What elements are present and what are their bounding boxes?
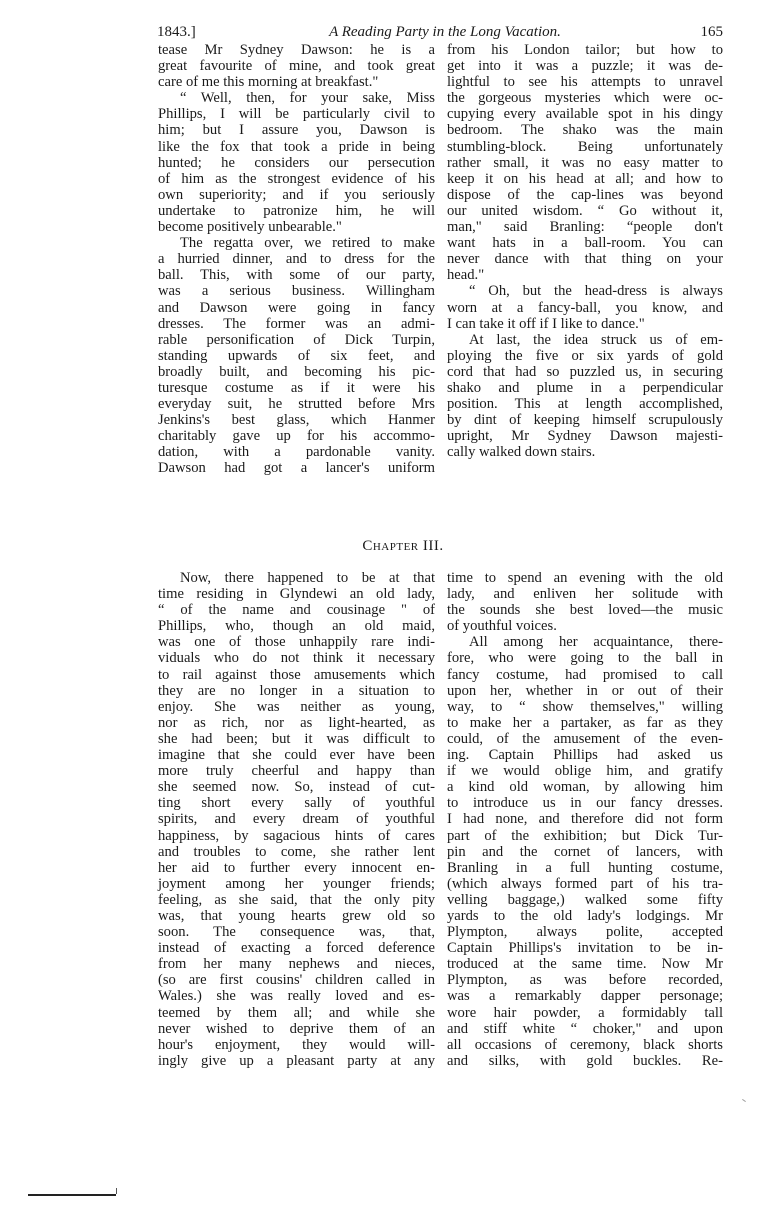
text-line: teemed by them all; and while she [158, 1004, 435, 1021]
text-line: keep it on his head at all; and how to [447, 170, 723, 187]
text-line: cally walked down stairs. [447, 444, 596, 461]
text-line: “ Well, then, for your sake, Miss [180, 90, 435, 107]
text-line: the gorgeous mysteries which were oc- [447, 90, 723, 107]
text-line: the sounds she best loved—the music [447, 602, 723, 619]
text-line: rather small, it was no easy matter to [447, 154, 723, 171]
text-line: to make her a partaker, as far as they [447, 714, 723, 731]
text-line: pin and the cornet of lancers, with [447, 843, 723, 860]
text-line: Jenkins's best glass, which Hanmer [158, 412, 435, 429]
text-line: everyday suit, he strutted before Mrs [158, 396, 435, 413]
text-line: Plympton, always polite, accepted [447, 924, 723, 941]
chapter-numeral: III. [418, 538, 444, 554]
text-line: soon. The consequence was, that, [158, 924, 435, 941]
text-line: Wales.) she was really loved and es- [158, 988, 435, 1005]
text-line: I had none, and therefore did not form [447, 811, 723, 828]
text-line: cord that had so puzzled us, in securing [447, 363, 723, 380]
text-line: was a remarkably dapper personage; [447, 988, 723, 1005]
text-line: more truly cheerful and happy than [158, 763, 435, 780]
text-line: ing. Captain Phillips had asked us [447, 747, 723, 764]
text-line: to introduce us in our fancy dresses. [447, 795, 723, 812]
text-line: upright, Mr Sydney Dawson majesti- [447, 428, 723, 445]
text-line: great favourite of mine, and took great [158, 58, 435, 75]
text-line: a kind old woman, by allowing him [447, 779, 723, 796]
text-line: undertake to patronize him, he will [158, 202, 435, 219]
text-line: from his London tailor; but how to [447, 42, 723, 58]
text-line: yards to the old lady's lodgings. Mr [447, 907, 723, 924]
text-line: and silks, with gold buckles. Re- [447, 1052, 723, 1069]
text-line: never wished to deprive them of an [158, 1020, 435, 1037]
text-line: of youthful voices. [447, 618, 557, 635]
text-line: viduals who do not think it necessary [158, 650, 435, 667]
text-line: hunted; he considers our persecution [158, 154, 435, 171]
text-line: enjoy. She was neither as young, [158, 698, 435, 715]
page-number: 165 [700, 24, 723, 40]
footer-rule-tick [116, 1188, 117, 1194]
text-line: Captain Phillips's invitation to be in- [447, 940, 723, 957]
text-line: position. This at length accomplished, [447, 396, 723, 413]
text-line: and troubles to come, she rather lent [158, 843, 435, 860]
text-line: Plympton, as was before recorded, [447, 972, 723, 989]
text-line: (so are first cousins' children called in [158, 972, 435, 989]
text-line: velling baggage,) walked some fifty [447, 891, 723, 908]
text-line: broadly built, and becoming his pic- [158, 363, 435, 380]
text-line: and Dawson were going in fancy [158, 299, 435, 316]
stray-scan-mark [742, 1099, 746, 1102]
text-line: Phillips, who, though an old maid, [158, 618, 435, 635]
text-line: turesque costume as if it were his [158, 379, 435, 396]
text-line: shako and plume in a perpendicular [447, 379, 723, 396]
text-line: Dawson had got a lancer's uniform [158, 460, 435, 477]
text-line: lady, and enliven her solitude with [447, 586, 723, 603]
text-line: her aid to further every innocent en- [158, 859, 435, 876]
text-line: I can take it off if I like to dance." [447, 315, 645, 332]
text-line: joyment among her younger friends; [158, 875, 435, 892]
upper-right-column [447, 42, 723, 460]
text-line: could, of the amusement of the even- [447, 730, 723, 747]
text-line: get into it was a puzzle; it was de- [447, 58, 723, 75]
text-line: Now, there happened to be at that [180, 570, 435, 586]
text-line: head." [447, 267, 485, 284]
chapter-heading [0, 538, 776, 555]
text-line: spirits, and every dream of youthful [158, 811, 435, 828]
text-line: dresses. The former was an admi- [158, 315, 435, 332]
text-line: was, that young hearts grew old so [158, 907, 435, 924]
text-line: Phillips, I will be particularly civil to [158, 106, 435, 123]
text-line: standing upwards of six feet, and [158, 347, 435, 364]
chapter-label-initial: C [362, 538, 373, 554]
text-line: happiness, by sagacious hints of cares [158, 827, 435, 844]
text-line: of him as the strongest evidence of his [158, 170, 435, 187]
text-line: they are no longer in a situation to [158, 682, 435, 699]
text-line: was one of those unhappily rare indi- [158, 634, 435, 651]
text-line: imagine that she could ever have been [158, 747, 435, 764]
text-line: him; but I assure you, Dawson is [158, 122, 435, 139]
text-line: tease Mr Sydney Dawson: he is a [158, 42, 435, 58]
text-line: to rail against those amusements which [158, 666, 435, 683]
text-line: All among her acquaintance, there- [469, 634, 723, 651]
text-line: time to spend an evening with the old [447, 570, 723, 586]
running-head-title: A Reading Party in the Long Vacation. [329, 24, 561, 40]
footer-rule [28, 1194, 116, 1196]
text-line: dispose of the cap-lines was beyond [447, 186, 723, 203]
text-line: bedroom. The shako was the main [447, 122, 723, 139]
text-line: cupying every available spot in his dingy [447, 106, 723, 123]
text-line: and stiff white “ choker," and upon [447, 1020, 723, 1037]
text-line: she seemed now. So, instead of cut- [158, 779, 435, 796]
text-line: by dint of keeping himself scrupulously [447, 412, 723, 429]
text-line: a hurried dinner, and to dress for the [158, 251, 435, 268]
text-line: time residing in Glyndewi an old lady, [158, 586, 435, 603]
text-line: if we would oblige him, and gratify [447, 763, 723, 780]
text-line: Branling in a full hunting costume, [447, 859, 723, 876]
text-line: ting short every sally of youthful [158, 795, 435, 812]
text-line: upon her, whether in or out of their [447, 682, 723, 699]
text-line: she had been; but it was difficult to [158, 730, 435, 747]
text-line: like the fox that took a pride in being [158, 138, 435, 155]
text-line: worn at a fancy-ball, you know, and [447, 299, 723, 316]
text-line: ploying the five or six yards of gold [447, 347, 723, 364]
text-line: dation, with a pardonable vanity. [158, 444, 435, 461]
text-line: ingly give up a pleasant party at any [158, 1052, 435, 1069]
lower-left-column [158, 570, 435, 1069]
text-line: rable personification of Dick Turpin, [158, 331, 435, 348]
text-line: from her many nephews and nieces, [158, 956, 435, 973]
running-head [157, 22, 723, 42]
text-line: troduced at the same time. Now Mr [447, 956, 723, 973]
text-line: hour's enjoyment, they would will- [158, 1036, 435, 1053]
text-line: The regatta over, we retired to make [180, 235, 435, 252]
text-line: fore, who were going to the ball in [447, 650, 723, 667]
running-head-year: 1843.] [157, 24, 196, 40]
text-line: nor as rich, nor as light-hearted, as [158, 714, 435, 731]
text-line: (which always formed part of his tra- [447, 875, 723, 892]
text-line: own superiority; and if you seriously [158, 186, 435, 203]
text-line: At last, the idea struck us of em- [469, 331, 723, 348]
text-line: our united wisdom. “ Go without it, [447, 202, 723, 219]
text-line: man," said Branling: “people don't [447, 219, 723, 236]
text-line: fancy costume, had promised to call [447, 666, 723, 683]
text-line: ball. This, with some of our party, [158, 267, 435, 284]
text-line: “ Oh, but the head-dress is always [469, 283, 723, 300]
text-line: part of the exhibition; but Dick Tur- [447, 827, 723, 844]
upper-left-column [158, 42, 435, 477]
text-line: feeling, as she said, that the only pity [158, 891, 435, 908]
text-line: wore hair powder, a formidably tall [447, 1004, 723, 1021]
text-line: was a serious business. Willingham [158, 283, 435, 300]
text-line: want hats in a ball-room. You can [447, 235, 723, 252]
text-line: all occasions of ceremony, black shorts [447, 1036, 723, 1053]
lower-right-column [447, 570, 723, 1069]
text-line: become positively unbearable." [158, 219, 342, 236]
text-line: lightful to see his attempts to unravel [447, 74, 723, 91]
text-line: way, to “ show themselves," willing [447, 698, 723, 715]
text-line: care of me this morning at breakfast." [158, 74, 379, 91]
text-line: charitably gave up for his accommo- [158, 428, 435, 445]
text-line: instead of exacting a forced deference [158, 940, 435, 957]
text-line: stumbling-block. Being unfortunately [447, 138, 723, 155]
text-line: “ of the name and cousinage " of [158, 602, 435, 619]
text-line: never dance with that thing on your [447, 251, 723, 268]
chapter-label-rest: HAPTER [372, 541, 419, 553]
